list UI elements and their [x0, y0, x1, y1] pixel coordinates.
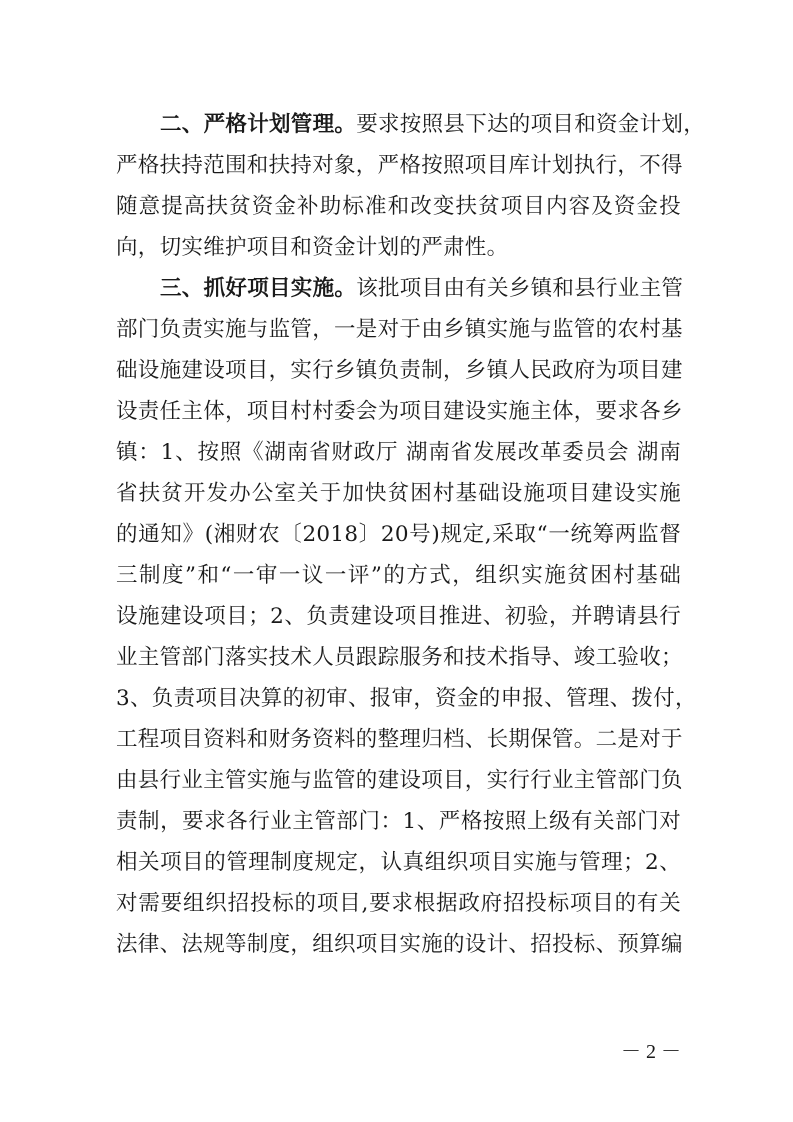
section3-text: 该批项目由有关乡镇和县行业主管	[356, 276, 684, 301]
paragraph-line: 设责任主体，项目村村委会为项目建设实施主体，要求各乡	[116, 399, 683, 424]
section2-text: 要求按照县下达的项目和资金计划，	[356, 112, 706, 137]
paragraph-line: 业主管部门落实技术人员跟踪服务和技术指导、竣工验收；	[116, 645, 683, 670]
paragraph-line: 严格扶持范围和扶持对象，严格按照项目库计划执行，不得	[116, 153, 683, 178]
paragraph-line: 3、负责项目决算的初审、报审，资金的申报、管理、拨付，	[116, 686, 697, 711]
paragraph-line: 随意提高扶贫资金补助标准和改变扶贫项目内容及资金投	[116, 194, 681, 219]
section3-line-1	[160, 274, 684, 304]
paragraph-line: 三制度”和“一审一议一评”的方式，组织实施贫困村基础	[116, 563, 681, 588]
paragraph-line: 部门负责实施与监管，一是对于由乡镇实施与监管的农村基	[116, 317, 683, 342]
paragraph-line: 镇：1、按照《湖南省财政厅 湖南省发展改革委员会 湖南	[116, 440, 681, 465]
paragraph-line: 础设施建设项目，实行乡镇负责制，乡镇人民政府为项目建	[116, 358, 683, 383]
paragraph-line: 由县行业主管实施与监管的建设项目，实行行业主管部门负	[116, 768, 683, 793]
paragraph-line: 向，切实维护项目和资金计划的严肃性。	[116, 235, 509, 260]
paragraph-line: 省扶贫开发办公室关于加快贫困村基础设施项目建设实施	[116, 481, 681, 506]
paragraph-line: 工程项目资料和财务资料的整理归档、长期保管。二是对于	[116, 727, 683, 752]
section3-heading: 三、抓好项目实施。	[160, 276, 357, 301]
paragraph-line: 的通知》(湘财农〔2018〕20号)规定,采取“一统筹两监督	[116, 522, 681, 547]
paragraph-line: 设施建设项目；2、负责建设项目推进、初验，并聘请县行	[116, 604, 681, 629]
paragraph-line: 责制，要求各行业主管部门：1、严格按照上级有关部门对	[116, 809, 681, 834]
paragraph-line: 法律、法规等制度，组织项目实施的设计、招投标、预算编	[116, 932, 683, 957]
section2-heading: 二、严格计划管理。	[160, 112, 357, 137]
paragraph-line: 对需要组织招投标的项目,要求根据政府招投标项目的有关	[116, 891, 681, 916]
section2-line-1	[160, 110, 706, 140]
paragraph-line: 相关项目的管理制度规定，认真组织项目实施与管理；2、	[116, 850, 681, 875]
page-number: － 2 －	[621, 1041, 681, 1063]
